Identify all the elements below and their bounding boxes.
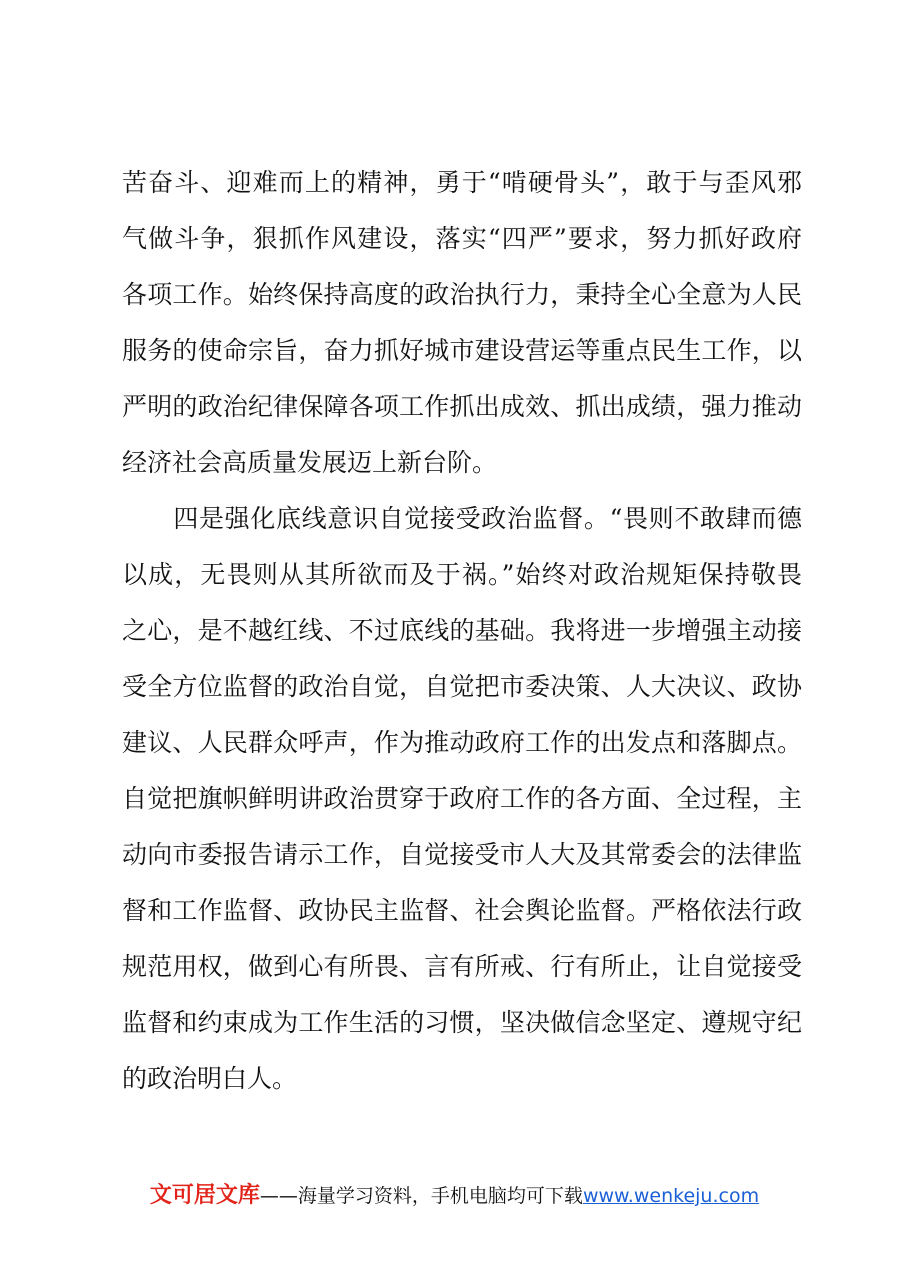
footer-tagline: ——海量学习资料，手机电脑均可下载 [259,1185,583,1207]
body-text-line: 各项工作。始终保持高度的政治执行力，秉持全心全意为人民 [122,280,802,309]
body-text-line: 之心，是不越红线、不过底线的基础。我将进一步增强主动接 [122,616,802,645]
body-text-line: 督和工作监督、政协民主监督、社会舆论监督。严格依法行政 [122,896,802,925]
brand-name: 文可居文库 [149,1183,260,1208]
body-text-line: 的政治明白人。 [122,1064,298,1093]
body-text-line: 自觉把旗帜鲜明讲政治贯穿于政府工作的各方面、全过程，主 [122,784,802,813]
body-text-line: 受全方位监督的政治自觉，自觉把市委决策、人大决议、政协 [122,672,802,701]
body-text-line: 动向市委报告请示工作，自觉接受市人大及其常委会的法律监 [122,840,802,869]
body-text-line: 建议、人民群众呼声，作为推动政府工作的出发点和落脚点。 [122,728,802,757]
body-text-line: 苦奋斗、迎难而上的精神，勇于“啃硬骨头”，敢于与歪风邪 [122,168,802,197]
footer-banner [0,1178,909,1214]
body-text-line: 以成，无畏则从其所欲而及于祸。”始终对政治规矩保持敬畏 [122,560,802,589]
body-text-line: 监督和约束成为工作生活的习惯，坚决做信念坚定、遵规守纪 [122,1008,802,1037]
body-text-line: 气做斗争，狠抓作风建设，落实“四严”要求，努力抓好政府 [122,224,802,253]
body-text-line: 严明的政治纪律保障各项工作抓出成效、抓出成绩，强力推动 [122,392,802,421]
website-link[interactable]: www.wenkeju.com [582,1185,760,1207]
body-text-line: 规范用权，做到心有所畏、言有所戒、行有所止，让自觉接受 [122,952,802,981]
body-text-line: 服务的使命宗旨，奋力抓好城市建设营运等重点民生工作，以 [122,336,802,365]
paragraph-start-line: 四是强化底线意识自觉接受政治监督。“畏则不敢肆而德 [122,504,802,533]
body-text-line: 经济社会高质量发展迈上新台阶。 [122,448,498,477]
